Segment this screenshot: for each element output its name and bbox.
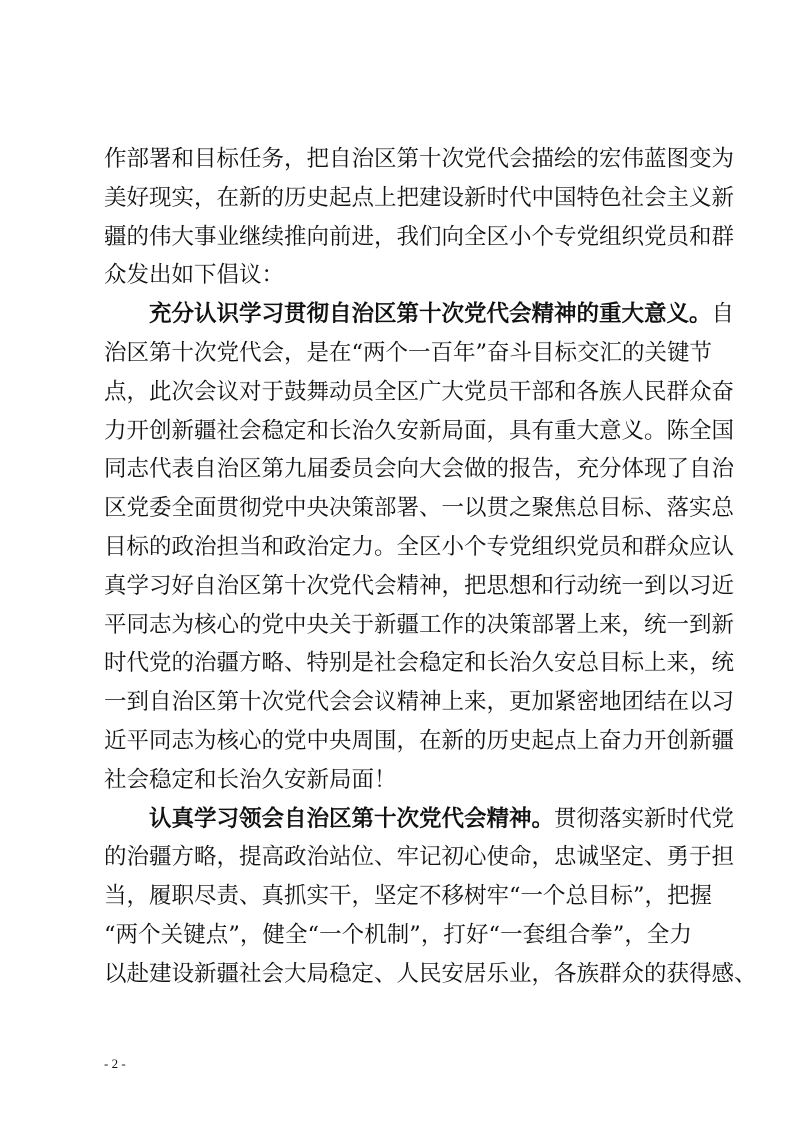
text-run: 贯彻落实新时代党 — [554, 805, 735, 832]
paragraph-heading: 认真学习领会自治区第十次党代会精神。 — [149, 805, 555, 832]
text-line: 作部署和目标任务，把自治区第十次党代会描绘的宏伟蓝图变为 — [104, 146, 735, 172]
text-line: “两个关键点”，健全“一个机制”，打好“一套组合拳”，全力 — [104, 921, 692, 948]
text-line: 时代党的治疆方略、特别是社会稳定和长治久安总目标上来，统 — [104, 650, 735, 677]
text-line: 区党委全面贯彻党中央决策部署、一以贯之聚焦总目标、落实总 — [104, 495, 735, 522]
paragraph-heading-line — [104, 295, 735, 334]
text-line: 以赴建设新疆社会大局稳定、人民安居乐业，各族群众的获得感、 — [104, 960, 757, 987]
text-line: 当，履职尽责、真抓实干，坚定不移树牢“一个总目标”，把握 — [104, 883, 713, 910]
text-line: 近平同志为核心的党中央周围，在新的历史起点上奋力开创新疆 — [104, 727, 735, 754]
text-line: 真学习好自治区第十次党代会精神，把思想和行动统一到以习近 — [104, 572, 735, 599]
text-line: 的治疆方略，提高政治站位、牢记初心使命，忠诚坚定、勇于担 — [104, 844, 735, 871]
document-body — [104, 140, 757, 994]
text-line: 社会稳定和长治久安新局面！ — [104, 766, 397, 793]
text-line: 美好现实，在新的历史起点上把建设新时代中国特色社会主义新 — [104, 184, 735, 211]
text-line: 治区第十次党代会，是在“两个一百年”奋斗目标交汇的关键节 — [104, 339, 713, 366]
text-line: 众发出如下倡议： — [104, 262, 285, 289]
text-line: 平同志为核心的党中央关于新疆工作的决策部署上来，统一到新 — [104, 611, 735, 638]
text-line: 目标的政治担当和政治定力。全区小个专党组织党员和群众应认 — [104, 533, 735, 560]
paragraph-heading-line — [104, 800, 735, 839]
page-number: - 2 - — [104, 1056, 126, 1071]
text-line: 疆的伟大事业继续推向前进，我们向全区小个专党组织党员和群 — [104, 223, 735, 250]
text-line: 一到自治区第十次党代会会议精神上来，更加紧密地团结在以习 — [104, 689, 735, 716]
text-line: 同志代表自治区第九届委员会向大会做的报告，充分体现了自治 — [104, 456, 735, 483]
text-line: 点，此次会议对于鼓舞动员全区广大党员干部和各族人民群众奋 — [104, 378, 735, 405]
paragraph-heading: 充分认识学习贯彻自治区第十次党代会精神的重大意义。 — [149, 301, 712, 328]
text-line: 力开创新疆社会稳定和长治久安新局面，具有重大意义。陈全国 — [104, 417, 735, 444]
text-run: 自 — [711, 301, 735, 328]
